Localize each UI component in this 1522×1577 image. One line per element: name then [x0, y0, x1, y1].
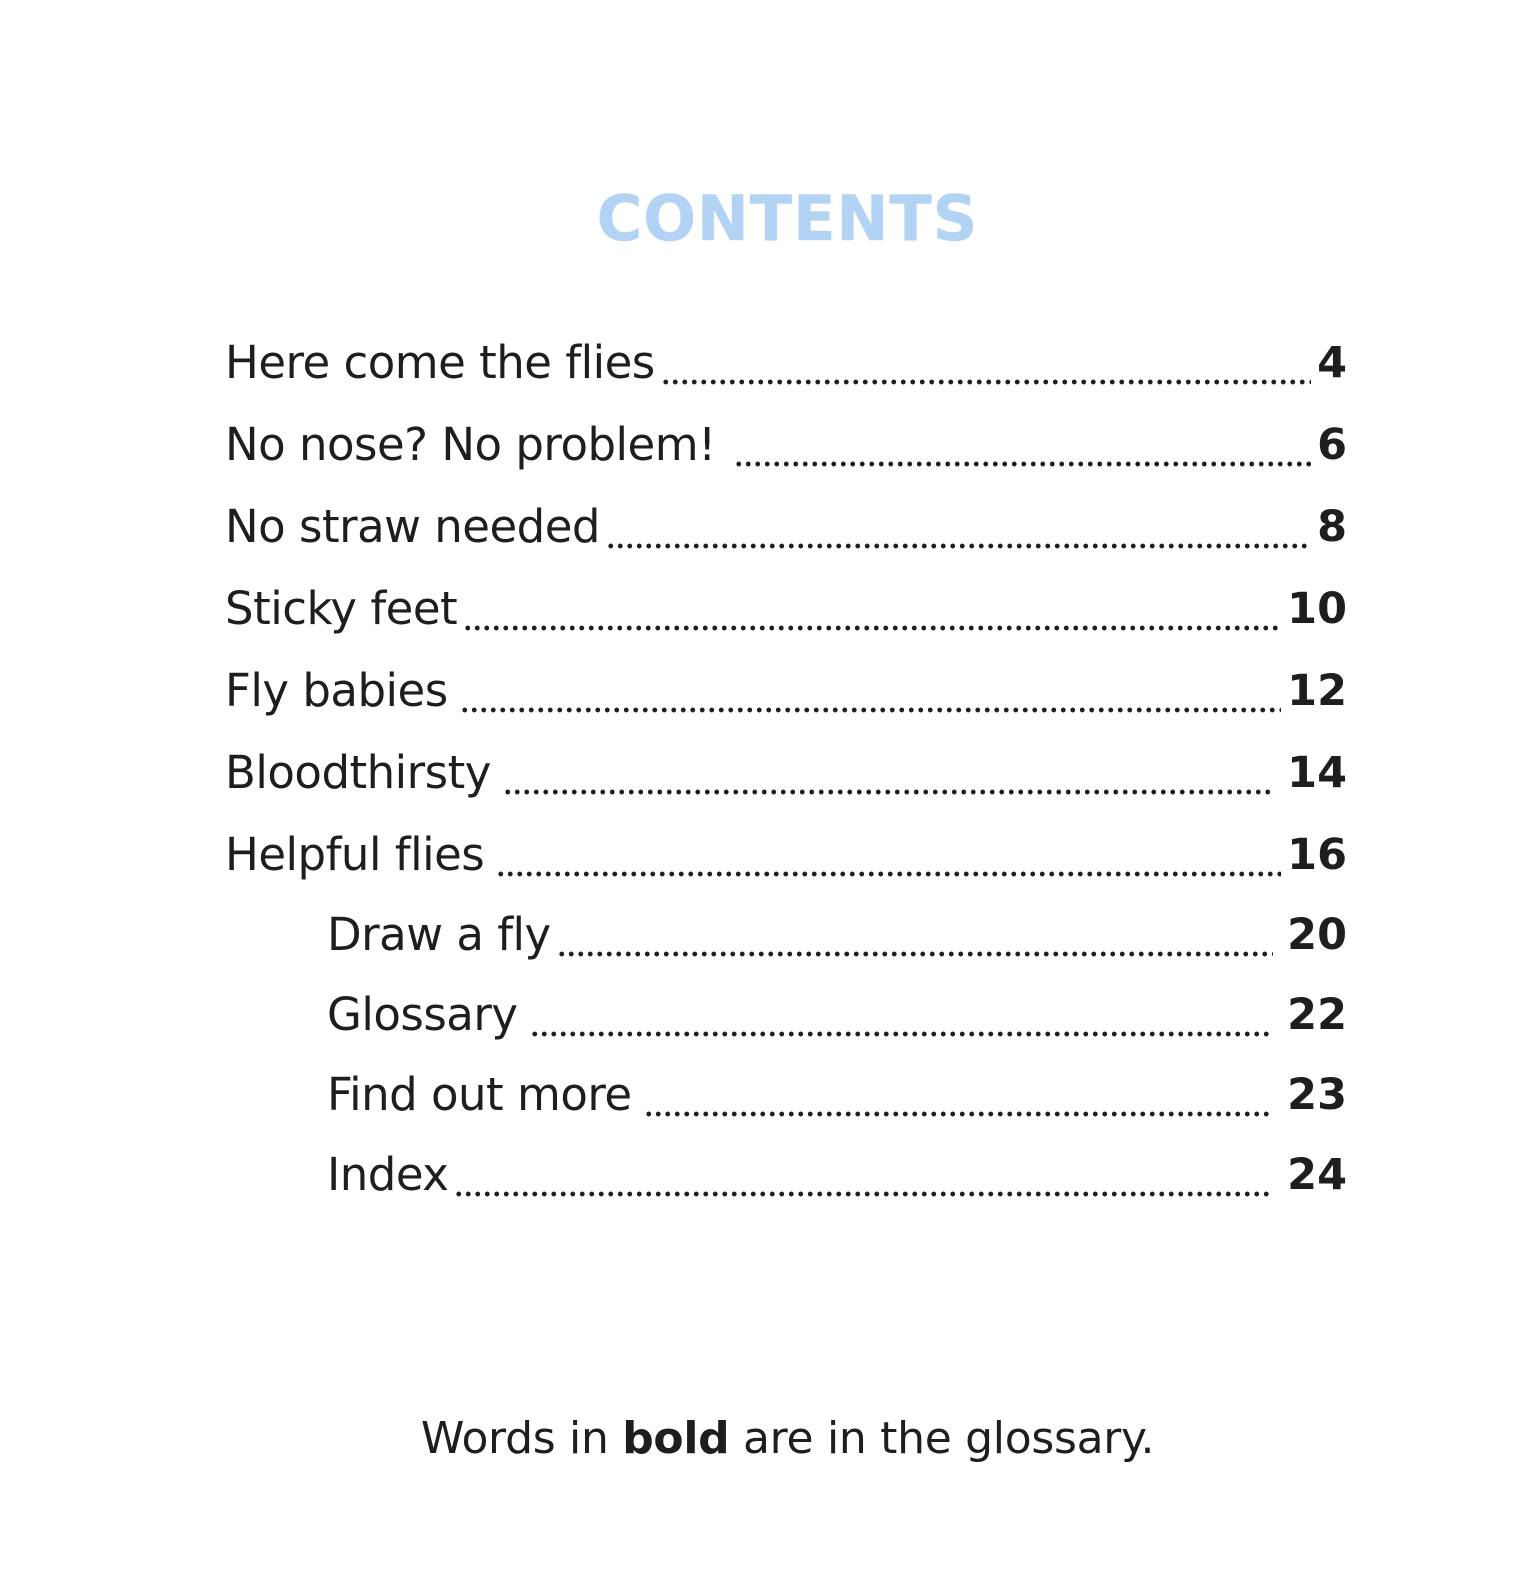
toc-entry-page: 6	[1317, 420, 1347, 470]
toc-entry-here-come-the-flies[interactable]	[225, 333, 1347, 393]
toc-entry-page: 23	[1287, 1070, 1347, 1120]
toc-entry-title: Draw a fly	[327, 908, 551, 961]
toc-entry-page: 22	[1287, 990, 1347, 1040]
toc-entry-title: Index	[327, 1148, 449, 1201]
toc-dot-leader	[496, 825, 1281, 885]
toc-entry-bloodthirsty[interactable]	[225, 743, 1347, 803]
toc-entry-no-nose[interactable]	[225, 415, 1347, 475]
toc-entry-page: 4	[1317, 338, 1347, 388]
toc-entry-page: 20	[1287, 910, 1347, 960]
toc-entry-page: 24	[1287, 1150, 1347, 1200]
toc-dot-leader	[463, 579, 1281, 639]
toc-dot-leader	[503, 743, 1273, 803]
toc-dot-leader	[644, 1065, 1274, 1125]
toc-entry-title: Bloodthirsty	[225, 746, 491, 799]
toc-dot-leader	[734, 415, 1311, 475]
toc-entry-title: Glossary	[327, 988, 518, 1041]
toc-dot-leader	[454, 1145, 1273, 1205]
toc-entry-no-straw-needed[interactable]	[225, 497, 1347, 557]
toc-entry-title: Here come the flies	[225, 336, 655, 389]
toc-entry-find-out-more[interactable]	[327, 1065, 1347, 1125]
toc-entry-fly-babies[interactable]	[225, 661, 1347, 721]
toc-dot-leader	[460, 661, 1281, 721]
toc-entry-draw-a-fly[interactable]	[327, 905, 1347, 965]
glossary-note-suffix: are in the glossary.	[729, 1413, 1155, 1464]
toc-dot-leader	[661, 333, 1311, 393]
toc-dot-leader	[530, 985, 1274, 1045]
toc-entry-title: No straw needed	[225, 500, 600, 553]
toc-entry-title: Find out more	[327, 1068, 632, 1121]
toc-entry-page: 16	[1287, 830, 1347, 880]
toc-entry-sticky-feet[interactable]	[225, 579, 1347, 639]
toc-entry-helpful-flies[interactable]	[225, 825, 1347, 885]
glossary-note	[0, 1409, 1522, 1469]
toc-entry-page: 12	[1287, 666, 1347, 716]
toc-entry-index[interactable]	[327, 1145, 1347, 1205]
toc-dot-leader	[606, 497, 1311, 557]
toc-entry-page: 14	[1287, 748, 1347, 798]
toc-entry-title: Fly babies	[225, 664, 448, 717]
page-title: CONTENTS	[596, 182, 979, 255]
toc-entry-page: 10	[1287, 584, 1347, 634]
glossary-note-prefix: Words in	[420, 1413, 623, 1464]
toc-entry-page: 8	[1317, 502, 1347, 552]
toc-entry-title: Sticky feet	[225, 582, 458, 635]
toc-entry-title: Helpful flies	[225, 828, 485, 881]
glossary-note-bold-word: bold	[622, 1413, 730, 1464]
toc-entry-glossary[interactable]	[327, 985, 1347, 1045]
toc-entry-title: No nose? No problem!	[225, 418, 716, 471]
toc-dot-leader	[557, 905, 1273, 965]
